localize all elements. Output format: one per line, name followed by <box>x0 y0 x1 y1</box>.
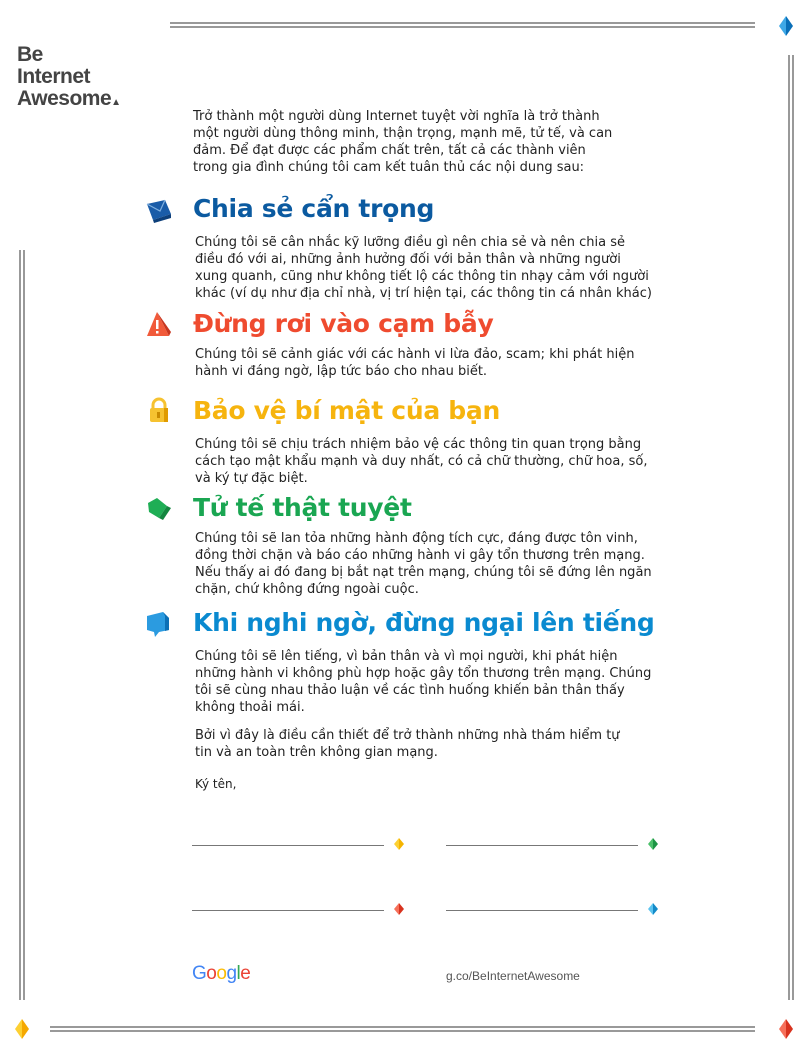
signature-line[interactable] <box>192 910 384 911</box>
section-body: Chúng tôi sẽ cảnh giác với các hành vi lừa đảo, scam; khi phát hiện hành vi đáng ngờ, lập tức báo cho nhau biết. <box>195 347 635 379</box>
section-title: Chia sẻ cẩn trọng <box>193 194 435 223</box>
yellow-gem-icon <box>15 1019 29 1039</box>
section-body: Chúng tôi sẽ cân nhắc kỹ lưỡng điều gì nên chia sẻ và nên chia sẻ điều đó với ai, những ảnh hưởng đối với bản thân và những người xung quanh, cũng như không tiết lộ các thông tin nhạy cảm với người khác (ví dụ như địa chỉ nhà, vị trí hiện tại, các thông tin cá nhân khác) <box>195 235 652 301</box>
section-body: Chúng tôi sẽ lên tiếng, vì bản thân và vì mọi người, khi phát hiện những hành vi không phù hợp hoặc gây tổn thương trên mạng. Chúng tôi sẽ cùng nhau thảo luận về các tình huống khiến bản thân thấy không thoải mái. <box>195 649 652 715</box>
section-title: Đừng rơi vào cạm bẫy <box>193 309 494 338</box>
top-border <box>170 22 755 28</box>
section-body: Chúng tôi sẽ chịu trách nhiệm bảo vệ các thông tin quan trọng bằng cách tạo mật khẩu mạnh và duy nhất, có cả chữ thường, chữ hoa, số, và ký tự đặc biệt. <box>195 437 648 486</box>
envelope-icon <box>145 196 173 224</box>
signature-line[interactable] <box>446 910 638 911</box>
section-title: Tử tế thật tuyệt <box>193 493 412 522</box>
green-gem-icon <box>648 838 658 850</box>
lock-icon <box>145 396 173 424</box>
red-gem-icon <box>779 1019 793 1039</box>
signature-label: Ký tên, <box>195 777 237 791</box>
be-internet-awesome-logo <box>17 44 121 114</box>
heart-icon <box>145 494 173 522</box>
warning-icon <box>145 310 173 338</box>
blue-gem-icon <box>779 16 793 36</box>
section-title: Bảo vệ bí mật của bạn <box>193 396 500 425</box>
red-gem-icon <box>394 903 404 915</box>
yellow-gem-icon <box>394 838 404 850</box>
signature-line[interactable] <box>192 845 384 846</box>
section-title: Khi nghi ngờ, đừng ngại lên tiếng <box>193 608 655 637</box>
logo-line: Internet <box>17 65 91 88</box>
intro-paragraph: Trở thành một người dùng Internet tuyệt vời nghĩa là trở thành một người dùng thông minh, thận trọng, mạnh mẽ, tử tế, và can đảm. Để đạt được các phẩm chất trên, tất cả các thành viên trong gia đình chúng tôi cam kết tuân thủ các nội dung sau: <box>193 109 613 175</box>
logo-line: Be <box>17 43 43 66</box>
footer-url[interactable]: g.co/BeInternetAwesome <box>446 969 580 983</box>
right-border <box>788 55 794 1000</box>
logo-line: Awesome▲ <box>17 87 121 110</box>
blue-gem-icon <box>648 903 658 915</box>
bottom-border <box>50 1026 755 1032</box>
google-logo: Google <box>192 963 251 984</box>
left-border <box>19 250 25 1000</box>
signature-line[interactable] <box>446 845 638 846</box>
speech-bubble-icon <box>145 610 173 638</box>
closing-paragraph: Bởi vì đây là điều cần thiết để trở thành những nhà thám hiểm tự tin và an toàn trên không gian mạng. <box>195 728 620 760</box>
section-body: Chúng tôi sẽ lan tỏa những hành động tích cực, đáng được tôn vinh, đồng thời chặn và báo cáo những hành vi gây tổn thương trên mạng. Nếu thấy ai đó đang bị bắt nạt trên mạng, chúng tôi sẽ đứng lên ngăn chặn, chứ không đứng ngoài cuộc. <box>195 531 652 597</box>
